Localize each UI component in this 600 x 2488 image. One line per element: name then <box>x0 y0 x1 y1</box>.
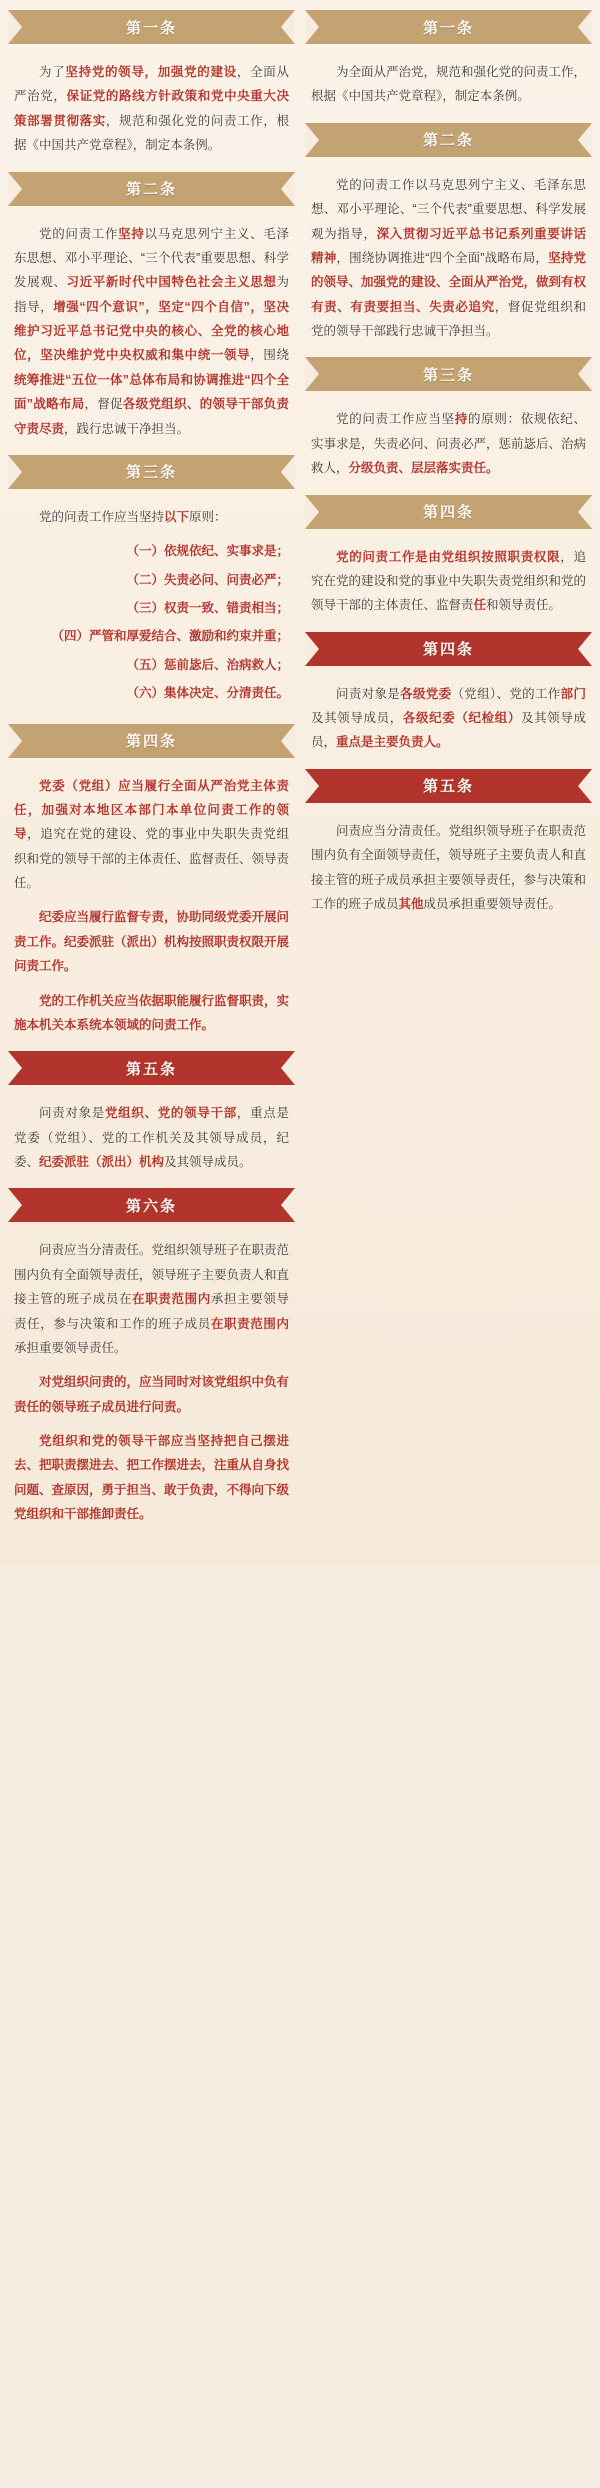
highlighted-text: 持 <box>454 412 468 427</box>
paragraph <box>14 60 289 158</box>
article-title: 第一条 <box>422 19 474 37</box>
article-title: 第四条 <box>422 641 474 659</box>
paragraph <box>311 407 586 480</box>
body-text: 为全面从严治党，规范和强化党的问责工作，根据《中国共产党章程》，制定本条例。 <box>311 65 587 104</box>
body-text: ，全面从严治党， <box>14 65 289 104</box>
paragraph <box>14 774 289 896</box>
article-block <box>8 10 295 162</box>
article-block <box>8 724 295 1042</box>
highlighted-text: 纪委应当履行监督专责，协助同级党委开展问责工作。纪委派驻（派出）机构按照职责权限开展问责工作。 <box>14 910 290 974</box>
list-item: （六）集体决定、分清责任。 <box>126 686 289 701</box>
article-banner <box>305 357 592 391</box>
paragraph <box>311 60 586 109</box>
body-text: 问责应当分清责任。党组织领导班子在职责范围内负有全面领导责任，领导班子主要负责人和直接主管的班子成员承担主要领导责任，参与决策和工作的班子成员 <box>311 823 587 911</box>
highlighted-text: 在职责范围内 <box>132 1292 211 1307</box>
article-banner <box>8 1188 295 1222</box>
body-text: ，围绕协调推进“四个全面”战略布局， <box>336 250 549 265</box>
highlighted-text: 党组织和党的领导干部应当坚持把自己摆进去、把职责摆进去、把工作摆进去，注重从自身找问题、查原因，勇于担当、敢于负责，不得向下级党组织和干部推卸责任。 <box>14 1434 290 1522</box>
right-column <box>305 10 592 930</box>
article-body <box>305 811 592 921</box>
paragraph <box>14 1370 289 1419</box>
highlighted-text: 分级负责、层层落实责任。 <box>348 461 499 476</box>
paragraph <box>14 1101 289 1174</box>
article-body <box>8 497 295 714</box>
paragraph <box>14 1429 289 1527</box>
article-title: 第二条 <box>125 181 177 198</box>
list-item: （一）依规依纪、实事求是； <box>126 544 289 559</box>
highlighted-text: 对党组织问责的，应当同时对该党组织中负有责任的领导班子成员进行问责。 <box>14 1375 290 1414</box>
document-page <box>8 10 592 1541</box>
highlighted-text: 纪委派驻（派出）机构 <box>39 1155 165 1169</box>
article-banner <box>8 724 295 758</box>
article-block <box>305 495 592 622</box>
paragraph <box>14 905 289 978</box>
article-block <box>305 632 592 759</box>
body-text: 党的问责工作 <box>39 226 119 241</box>
article-body <box>305 399 592 484</box>
article-title: 第一条 <box>125 19 177 37</box>
highlighted-text: 在职责范围内 <box>210 1316 289 1331</box>
article-banner <box>305 123 592 157</box>
article-title: 第二条 <box>422 132 474 150</box>
highlighted-text: 坚持党的领导，加强党的建设 <box>65 65 237 79</box>
paragraph <box>14 1238 289 1360</box>
article-body <box>8 1093 295 1178</box>
article-banner <box>8 1051 295 1085</box>
body-text: 的原则：依规依纪、实事求是，失责必问、问责必严，惩前毖后、治病救人， <box>311 412 587 476</box>
body-text: 问责对象是 <box>39 1106 105 1121</box>
body-text: 为指导， <box>14 275 289 314</box>
paragraph <box>14 505 289 529</box>
article-title: 第六条 <box>125 1197 177 1215</box>
article-title: 第五条 <box>422 778 474 796</box>
body-text: ，追究在党的建设、党的事业中失职失责党组织和党的领导干部的主体责任、监督责任、领导责任。 <box>14 827 290 890</box>
article-body <box>8 766 295 1042</box>
article-banner <box>8 455 295 489</box>
body-text: ，践行忠诚干净担当。 <box>64 421 190 436</box>
article-block <box>8 455 295 714</box>
article-banner <box>305 495 592 529</box>
article-banner <box>305 632 592 666</box>
body-text: 问责应当分清责任。党组织领导班子在职责范围内负有全面领导责任，领导班子主要负责人和直接主管的班子成员在 <box>14 1243 290 1307</box>
body-text: 成员承担重要领导责任。 <box>423 896 562 911</box>
body-text: 及其领导成员， <box>311 711 586 750</box>
left-column <box>8 10 295 1541</box>
highlighted-text: 党的问责工作是由党组织按照职责权限 <box>336 549 561 564</box>
article-title: 第三条 <box>422 366 474 384</box>
paragraph <box>311 819 586 917</box>
body-text: 及其领导成员。 <box>164 1155 252 1169</box>
highlighted-text: 部门 <box>560 686 586 701</box>
article-block <box>305 769 592 921</box>
highlighted-text: 党组织、党的领导干部 <box>104 1106 237 1121</box>
article-block <box>305 123 592 348</box>
article-banner <box>8 10 295 44</box>
highlighted-text: 以下 <box>164 509 190 524</box>
body-text: 党的问责工作应当坚持 <box>39 509 165 524</box>
highlighted-text: 习近平新时代中国特色社会主义思想 <box>66 275 277 290</box>
body-text: 党的问责工作以马克思列宁主义、毛泽东思想、邓小平理论、“三个代表”重要思想、科学发展观为指导， <box>311 177 586 241</box>
body-text: 为了 <box>39 65 66 79</box>
article-body <box>305 537 592 622</box>
paragraph <box>14 989 289 1038</box>
article-title: 第三条 <box>125 464 177 482</box>
highlighted-text: 其他 <box>398 896 424 911</box>
article-title: 第五条 <box>125 1060 177 1078</box>
paragraph <box>14 222 289 441</box>
article-block <box>8 1188 295 1530</box>
list-item: （二）失责必问、问责必严； <box>126 572 289 587</box>
highlighted-text: 党委（党组）应当履行全面从严治党主体责任，加强对本地区本部门本单位问责工作的领导 <box>14 778 289 842</box>
article-body <box>305 52 592 113</box>
list-item: （四）严管和厚爱结合、激励和约束并重； <box>51 629 289 644</box>
highlighted-text: 深入贯彻习近平总书记系列重要讲话精神 <box>311 226 586 265</box>
article-block <box>305 357 592 484</box>
article-banner <box>8 172 295 206</box>
article-block <box>8 172 295 445</box>
body-text: ，规范和强化党的问责工作，根据《中国共产党章程》，制定本条例。 <box>14 113 289 153</box>
body-text: 和领导责任。 <box>486 598 562 613</box>
article-body <box>8 52 295 162</box>
body-text: ，追究在党的建设和党的事业中失职失责党组织和党的领导干部的主体责任、监督责 <box>311 549 587 613</box>
article-title: 第四条 <box>125 733 177 750</box>
body-text: 承担重要领导责任。 <box>14 1340 127 1355</box>
body-text: 党的问责工作应当坚 <box>336 412 455 427</box>
highlighted-text: 统筹推进“五位一体”总体布局和协调推进“四个全面”战略布局 <box>14 372 289 412</box>
body-text: （党组）、党的工作 <box>451 686 561 701</box>
body-text: ，督促党组织和党的领导干部践行忠诚干净担当。 <box>311 299 586 338</box>
article-banner <box>305 769 592 803</box>
highlighted-text: 坚持党的领导、加强党的建设、全面从严治党，做到有权有责、有责要担当、失责必追究 <box>311 250 587 314</box>
paragraph <box>311 545 586 618</box>
article-title: 第四条 <box>422 504 474 521</box>
article-banner <box>305 10 592 44</box>
highlighted-text: 各级党委 <box>400 686 452 701</box>
paragraph <box>311 682 586 755</box>
highlighted-text: 各级党组织、的领导干部 <box>122 397 264 412</box>
body-text: ，重点是党委（党组）、党的工作机关及其领导成员，纪委、 <box>14 1106 289 1169</box>
list-item: （三）权责一致、错责相当； <box>126 601 289 615</box>
highlighted-text: 党的工作机关应当依据职能履行监督职责，实施本机关本系统本领域的问责工作。 <box>14 993 290 1032</box>
paragraph <box>311 173 586 344</box>
body-text: ，督促 <box>84 397 123 412</box>
body-text: 原则： <box>189 509 227 524</box>
body-text: 及其领导成员， <box>311 711 403 725</box>
highlighted-text: 增强“四个意识”，坚定“四个自信”，坚决维护习近平总书记党中央的核心、全党的核心地位，坚决维护党中央权威和集中统一领导 <box>14 299 289 363</box>
article-block <box>8 1051 295 1178</box>
article-block <box>305 10 592 113</box>
body-text: 承担主要领导责任，参与决策和工作的班子成员 <box>14 1292 289 1331</box>
highlighted-text: 负责守责尽责 <box>14 397 289 436</box>
highlighted-text: 任 <box>473 598 487 613</box>
body-text: ，围绕 <box>250 348 289 363</box>
article-body <box>305 165 592 348</box>
article-body <box>8 1230 295 1530</box>
highlighted-text: 保证党的路线方针政策和党中央重大决策部署贯彻落实 <box>14 89 289 128</box>
list-item: （五）惩前毖后、治病救人； <box>126 657 289 672</box>
highlighted-text: 重点是主要负责人。 <box>336 735 449 750</box>
article-body <box>305 674 592 759</box>
highlighted-text: 各级纪委（纪检组） <box>402 711 521 725</box>
body-text: 问责对象是 <box>336 686 401 701</box>
article-body <box>8 214 295 445</box>
highlighted-text: 坚持 <box>118 226 145 241</box>
body-text: 以马克思列宁主义、毛泽东思想、邓小平理论、“三个代表”重要思想、科学发展观、 <box>14 226 289 290</box>
